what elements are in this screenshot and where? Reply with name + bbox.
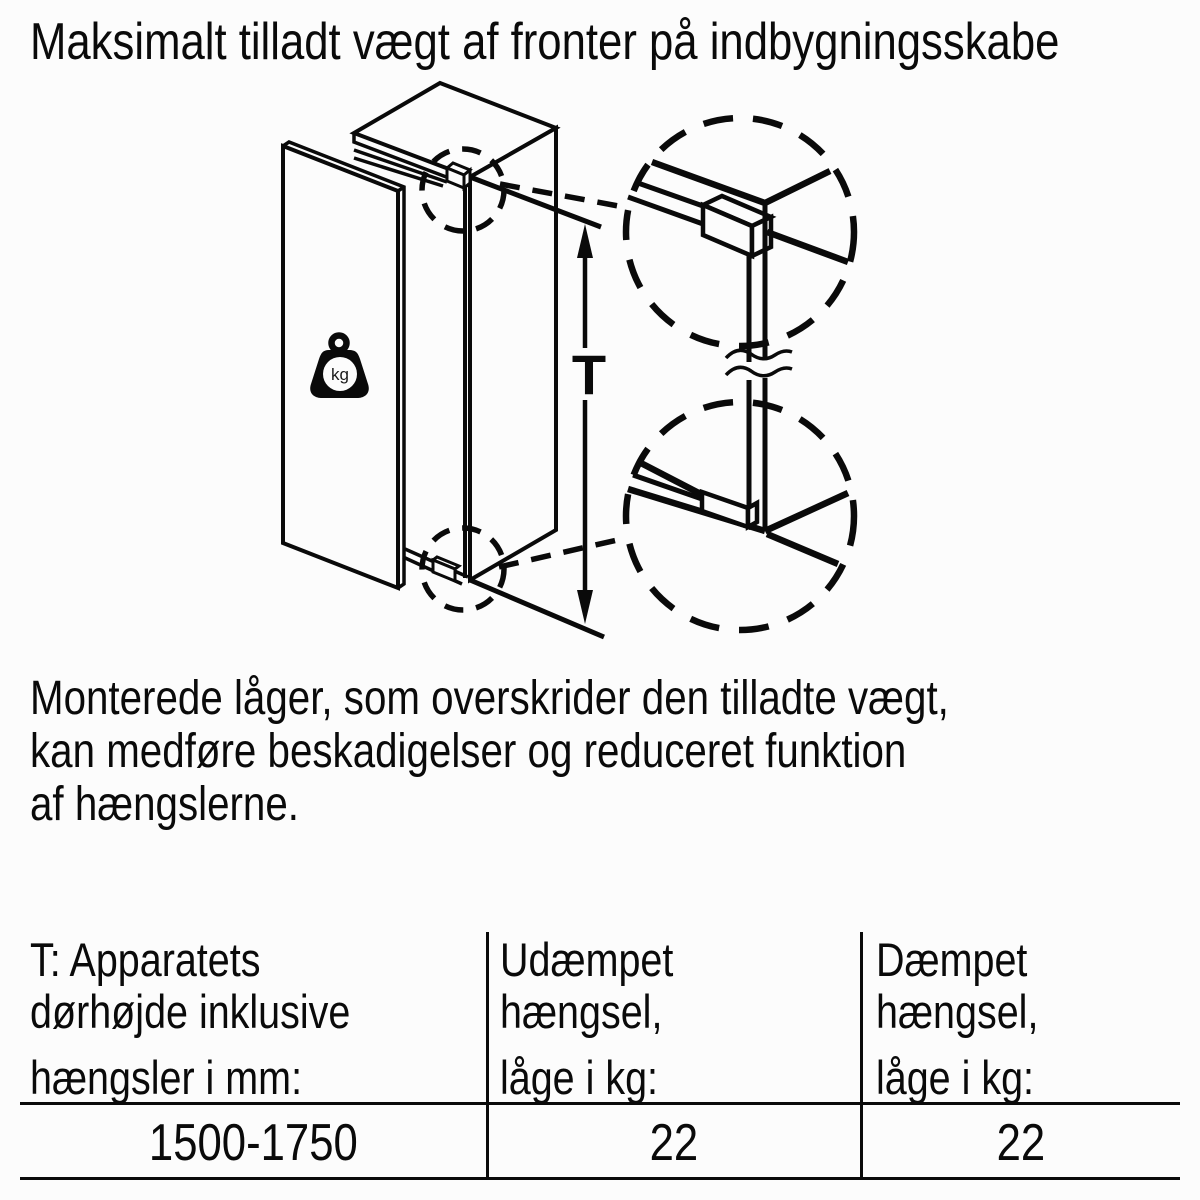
table-value-damped-hinge: 22 <box>996 1114 1046 1172</box>
table-value-undamped-hinge: 22 <box>649 1114 699 1172</box>
bottom-hinge-detail <box>628 461 848 564</box>
table-bottom-border <box>20 1177 1180 1180</box>
note-line: Monterede låger, som overskrider den tilladte vægt, <box>30 672 949 725</box>
detail-extension-line-top <box>767 232 848 262</box>
dimension-arrowhead-down <box>577 590 593 624</box>
door-panel <box>283 142 404 588</box>
dimension-label: T <box>571 343 607 406</box>
page-title-text: Maksimalt tilladt vægt af fronter på indbygningsskabe <box>30 13 1060 71</box>
dimension-arrowhead-up <box>577 224 593 258</box>
note-line: af hængslerne. <box>30 778 299 831</box>
detail-bottom-edge-right <box>765 493 848 531</box>
table-value-door-height: 1500-1750 <box>149 1114 358 1172</box>
table-header-undamped-hinge: Udæmpet hængsel, låge i kg: <box>500 933 674 1104</box>
detail-top-edge-left <box>652 162 765 203</box>
detail-rail-lines <box>628 183 703 224</box>
table-header-damped-hinge: Dæmpet hængsel, låge i kg: <box>876 933 1039 1104</box>
top-hinge-detail <box>628 162 848 262</box>
weight-unit-label: kg <box>331 365 349 384</box>
detail-extension-line-bottom <box>767 534 838 564</box>
table-header-door-height: T: Apparatets dørhøjde inklusive hængsler i mm: <box>30 933 351 1104</box>
warning-note <box>30 672 1124 831</box>
break-symbol <box>726 350 792 375</box>
detail-top-edge-right <box>765 171 830 203</box>
note-line: kan medføre beskadigelser og reduceret funktion <box>30 725 907 778</box>
bottom-hinge-block <box>433 557 459 581</box>
detail-top-hinge-block <box>703 196 771 256</box>
